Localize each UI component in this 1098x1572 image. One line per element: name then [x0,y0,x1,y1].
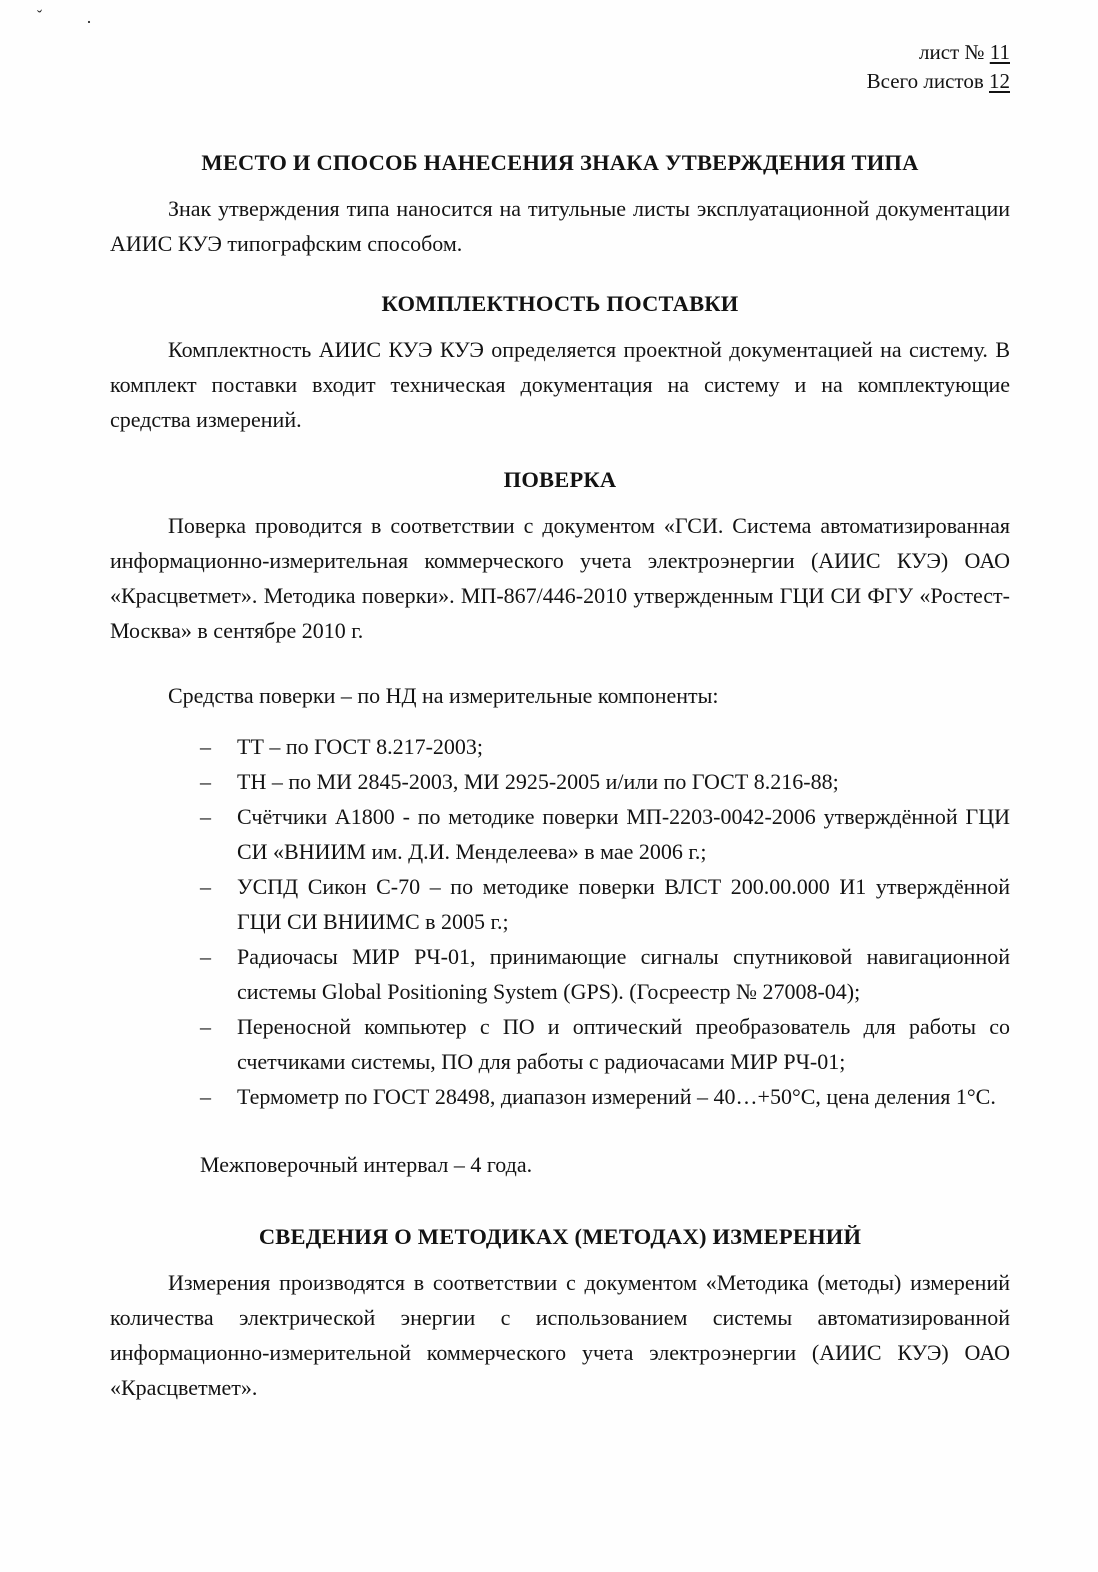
sheet-number-line [110,38,1010,67]
scan-artifact: · [86,12,92,32]
sheet-label: лист № [919,40,985,64]
paragraph-type-mark: Знак утверждения типа наносится на титульные листы эксплуатационной документации АИИС КУЭ типографским способом. [110,196,1010,256]
list-dash: – [200,874,211,899]
list-item-text: Счётчики А1800 - по методике поверки МП-2203-0042-2006 утверждённой ГЦИ СИ «ВНИИМ им. Д.И. Менделеева» в мае 2006 г.; [237,804,1010,864]
list-dash: – [200,734,211,759]
list-item [200,764,1010,799]
section-title-type-mark: МЕСТО И СПОСОБ НАНЕСЕНИЯ ЗНАКА УТВЕРЖДЕНИЯ ТИПА [201,150,919,175]
section-title-methods: СВЕДЕНИЯ О МЕТОДИКАХ (МЕТОДАХ) ИЗМЕРЕНИЙ [258,1224,862,1249]
total-sheets-line [110,67,1010,96]
list-item [200,1009,1010,1079]
verification-means-list [200,729,1010,1114]
sheet-counter [110,38,1010,96]
verification-interval-line: Межповерочный интервал – 4 года. [200,1152,533,1177]
list-dash: – [200,769,211,794]
paragraph-verification-intro: Поверка проводится в соответствии с документом «ГСИ. Система автоматизированная информационно-измерительная коммерческого учета электроэнергии (АИИС КУЭ) ОАО «Красцветмет». Методика поверки». МП-867/446-2010 утвержденным ГЦИ СИ ФГУ «Ростест-Москва» в сентябре 2010 г. [110,513,1010,643]
total-sheets-label: Всего листов [866,69,984,93]
list-dash: – [200,1084,211,1109]
list-dash: – [200,944,211,969]
list-item-text: ТН – по МИ 2845-2003, МИ 2925-2005 и/или по ГОСТ 8.216-88; [237,769,839,794]
list-dash: – [200,804,211,829]
verification-means-line: Средства поверки – по НД на измерительные компоненты: [168,683,719,708]
list-item-text: ТТ – по ГОСТ 8.217-2003; [237,734,484,759]
list-item [200,729,1010,764]
list-item [200,939,1010,1009]
sheet-number: 11 [989,40,1010,64]
list-item-text: УСПД Сикон С-70 – по методике поверки ВЛСТ 200.00.000 И1 утверждённой ГЦИ СИ ВНИИМС в 2005 г.; [237,874,1010,934]
list-item [200,1079,1010,1114]
list-item [200,799,1010,869]
list-item [200,869,1010,939]
paragraph-completeness: Комплектность АИИС КУЭ КУЭ определяется проектной документацией на систему. В комплект поставки входит техническая документация на систему и на комплектующие средства измерений. [110,337,1010,432]
total-sheets-number: 12 [989,69,1010,93]
list-item-text: Переносной компьютер с ПО и оптический преобразователь для работы со счетчиками системы, ПО для работы с радиочасами МИР РЧ-01; [237,1014,1010,1074]
list-item-text: Термометр по ГОСТ 28498, диапазон измерений – 40…+50°С, цена деления 1°С. [237,1084,996,1109]
list-item-text: Радиочасы МИР РЧ-01, принимающие сигналы спутниковой навигационной системы Global Positioning System (GPS). (Госреестр № 27008-04); [237,944,1010,1004]
section-title-verification: ПОВЕРКА [503,467,617,492]
list-dash: – [200,1014,211,1039]
scan-artifact: ˇ [36,7,45,26]
paragraph-methods: Измерения производятся в соответствии с документом «Методика (методы) измерений количества электрической энергии с использованием системы автоматизированной информационно-измерительной коммерческого учета электроэнергии (АИИС КУЭ) ОАО «Красцветмет». [110,1270,1010,1400]
section-title-completeness: КОМПЛЕКТНОСТЬ ПОСТАВКИ [381,291,739,316]
